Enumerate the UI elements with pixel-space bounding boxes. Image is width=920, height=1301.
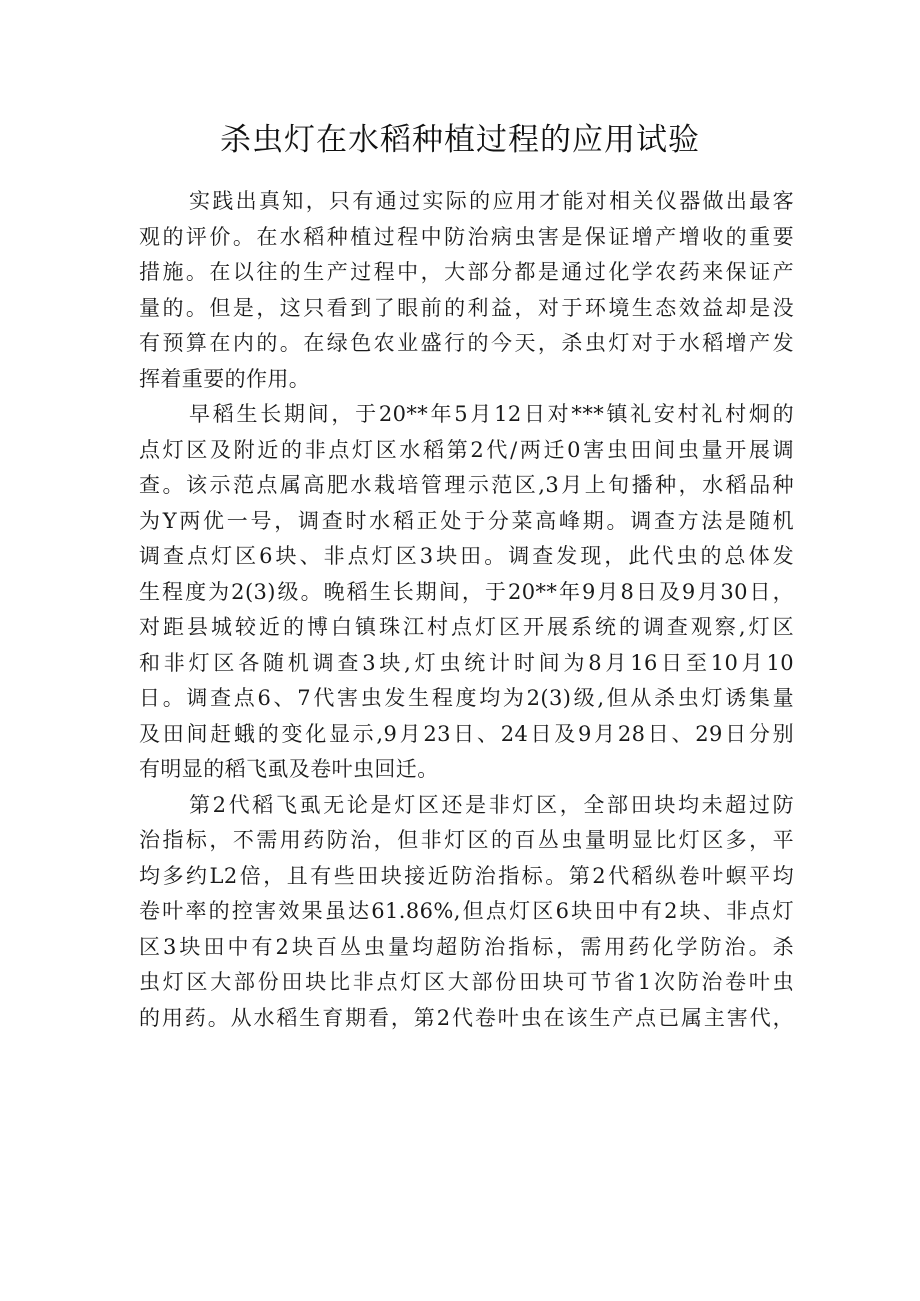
text-line: 实践出真知，只有通过实际的应用才能对相关仪器做出最客 bbox=[189, 189, 794, 213]
text-line: 有预算在内的。在绿色农业盛行的今天，杀虫灯对于水稻增产发 bbox=[139, 331, 794, 355]
text-line: 早稻生长期间，于20**年5月12日对***镇礼安村礼村炯的 bbox=[189, 402, 794, 426]
text-line: 区3块田中有2块百丛虫量均超防治指标，需用药化学防治。杀 bbox=[139, 934, 794, 959]
text-line: 为Y两优一号，调查时水稻正处于分菜高峰期。调查方法是随机 bbox=[139, 508, 794, 533]
paragraph bbox=[139, 788, 794, 1037]
document-body bbox=[139, 184, 794, 1036]
text-line: 观的评价。在水稻种植过程中防治病虫害是保证增产增收的重要 bbox=[139, 224, 794, 249]
text-line: 有明显的稻飞虱及卷叶虫回迁。 bbox=[139, 757, 439, 781]
text-line: 均多约L2倍，且有些田块接近防治指标。第2代稻纵卷叶螟平均 bbox=[139, 863, 794, 888]
text-line: 挥着重要的作用。 bbox=[139, 366, 311, 391]
text-line: 日。调查点6、7代害虫发生程度均为2(3)级,但从杀虫灯诱集量 bbox=[139, 686, 794, 710]
text-line: 查。该示范点属高肥水栽培管理示范区,3月上旬播种，水稻品种 bbox=[139, 473, 794, 497]
text-line: 措施。在以往的生产过程中，大部分都是通过化学农药来保证产 bbox=[139, 260, 794, 284]
text-line: 治指标，不需用药防治，但非灯区的百丛虫量明显比灯区多，平 bbox=[139, 828, 794, 852]
text-line: 第2代稻飞虱无论是灯区还是非灯区，全部田块均未超过防 bbox=[189, 792, 794, 817]
text-line: 调查点灯区6块、非点灯区3块田。调查发现，此代虫的总体发 bbox=[139, 544, 794, 568]
text-line: 生程度为2(3)级。晚稻生长期间，于20**年9月8日及9月30日， bbox=[139, 579, 794, 604]
text-line: 的用药。从水稻生育期看，第2代卷叶虫在该生产点已属主害代， bbox=[139, 1005, 794, 1030]
text-line: 和非灯区各随机调查3块,灯虫统计时间为8月16日至10月10 bbox=[139, 650, 794, 675]
text-line: 虫灯区大部份田块比非点灯区大部份田块可节省1次防治卷叶虫 bbox=[139, 970, 794, 994]
text-line: 点灯区及附近的非点灯区水稻第2代/两迁0害虫田间虫量开展调 bbox=[139, 437, 794, 462]
text-line: 对距县城较近的博白镇珠江村点灯区开展系统的调查观察,灯区 bbox=[139, 615, 794, 639]
document-title: 杀虫灯在水稻种植过程的应用试验 bbox=[220, 122, 700, 158]
text-line: 卷叶率的控害效果虽达61.86%,但点灯区6块田中有2块、非点灯 bbox=[139, 899, 794, 923]
text-line: 量的。但是，这只看到了眼前的利益，对于环境生态效益却是没 bbox=[139, 295, 794, 320]
paragraph bbox=[139, 397, 794, 788]
text-line: 及田间赶蛾的变化显示,9月23日、24日及9月28日、29日分别 bbox=[139, 721, 794, 746]
paragraph bbox=[139, 184, 794, 397]
